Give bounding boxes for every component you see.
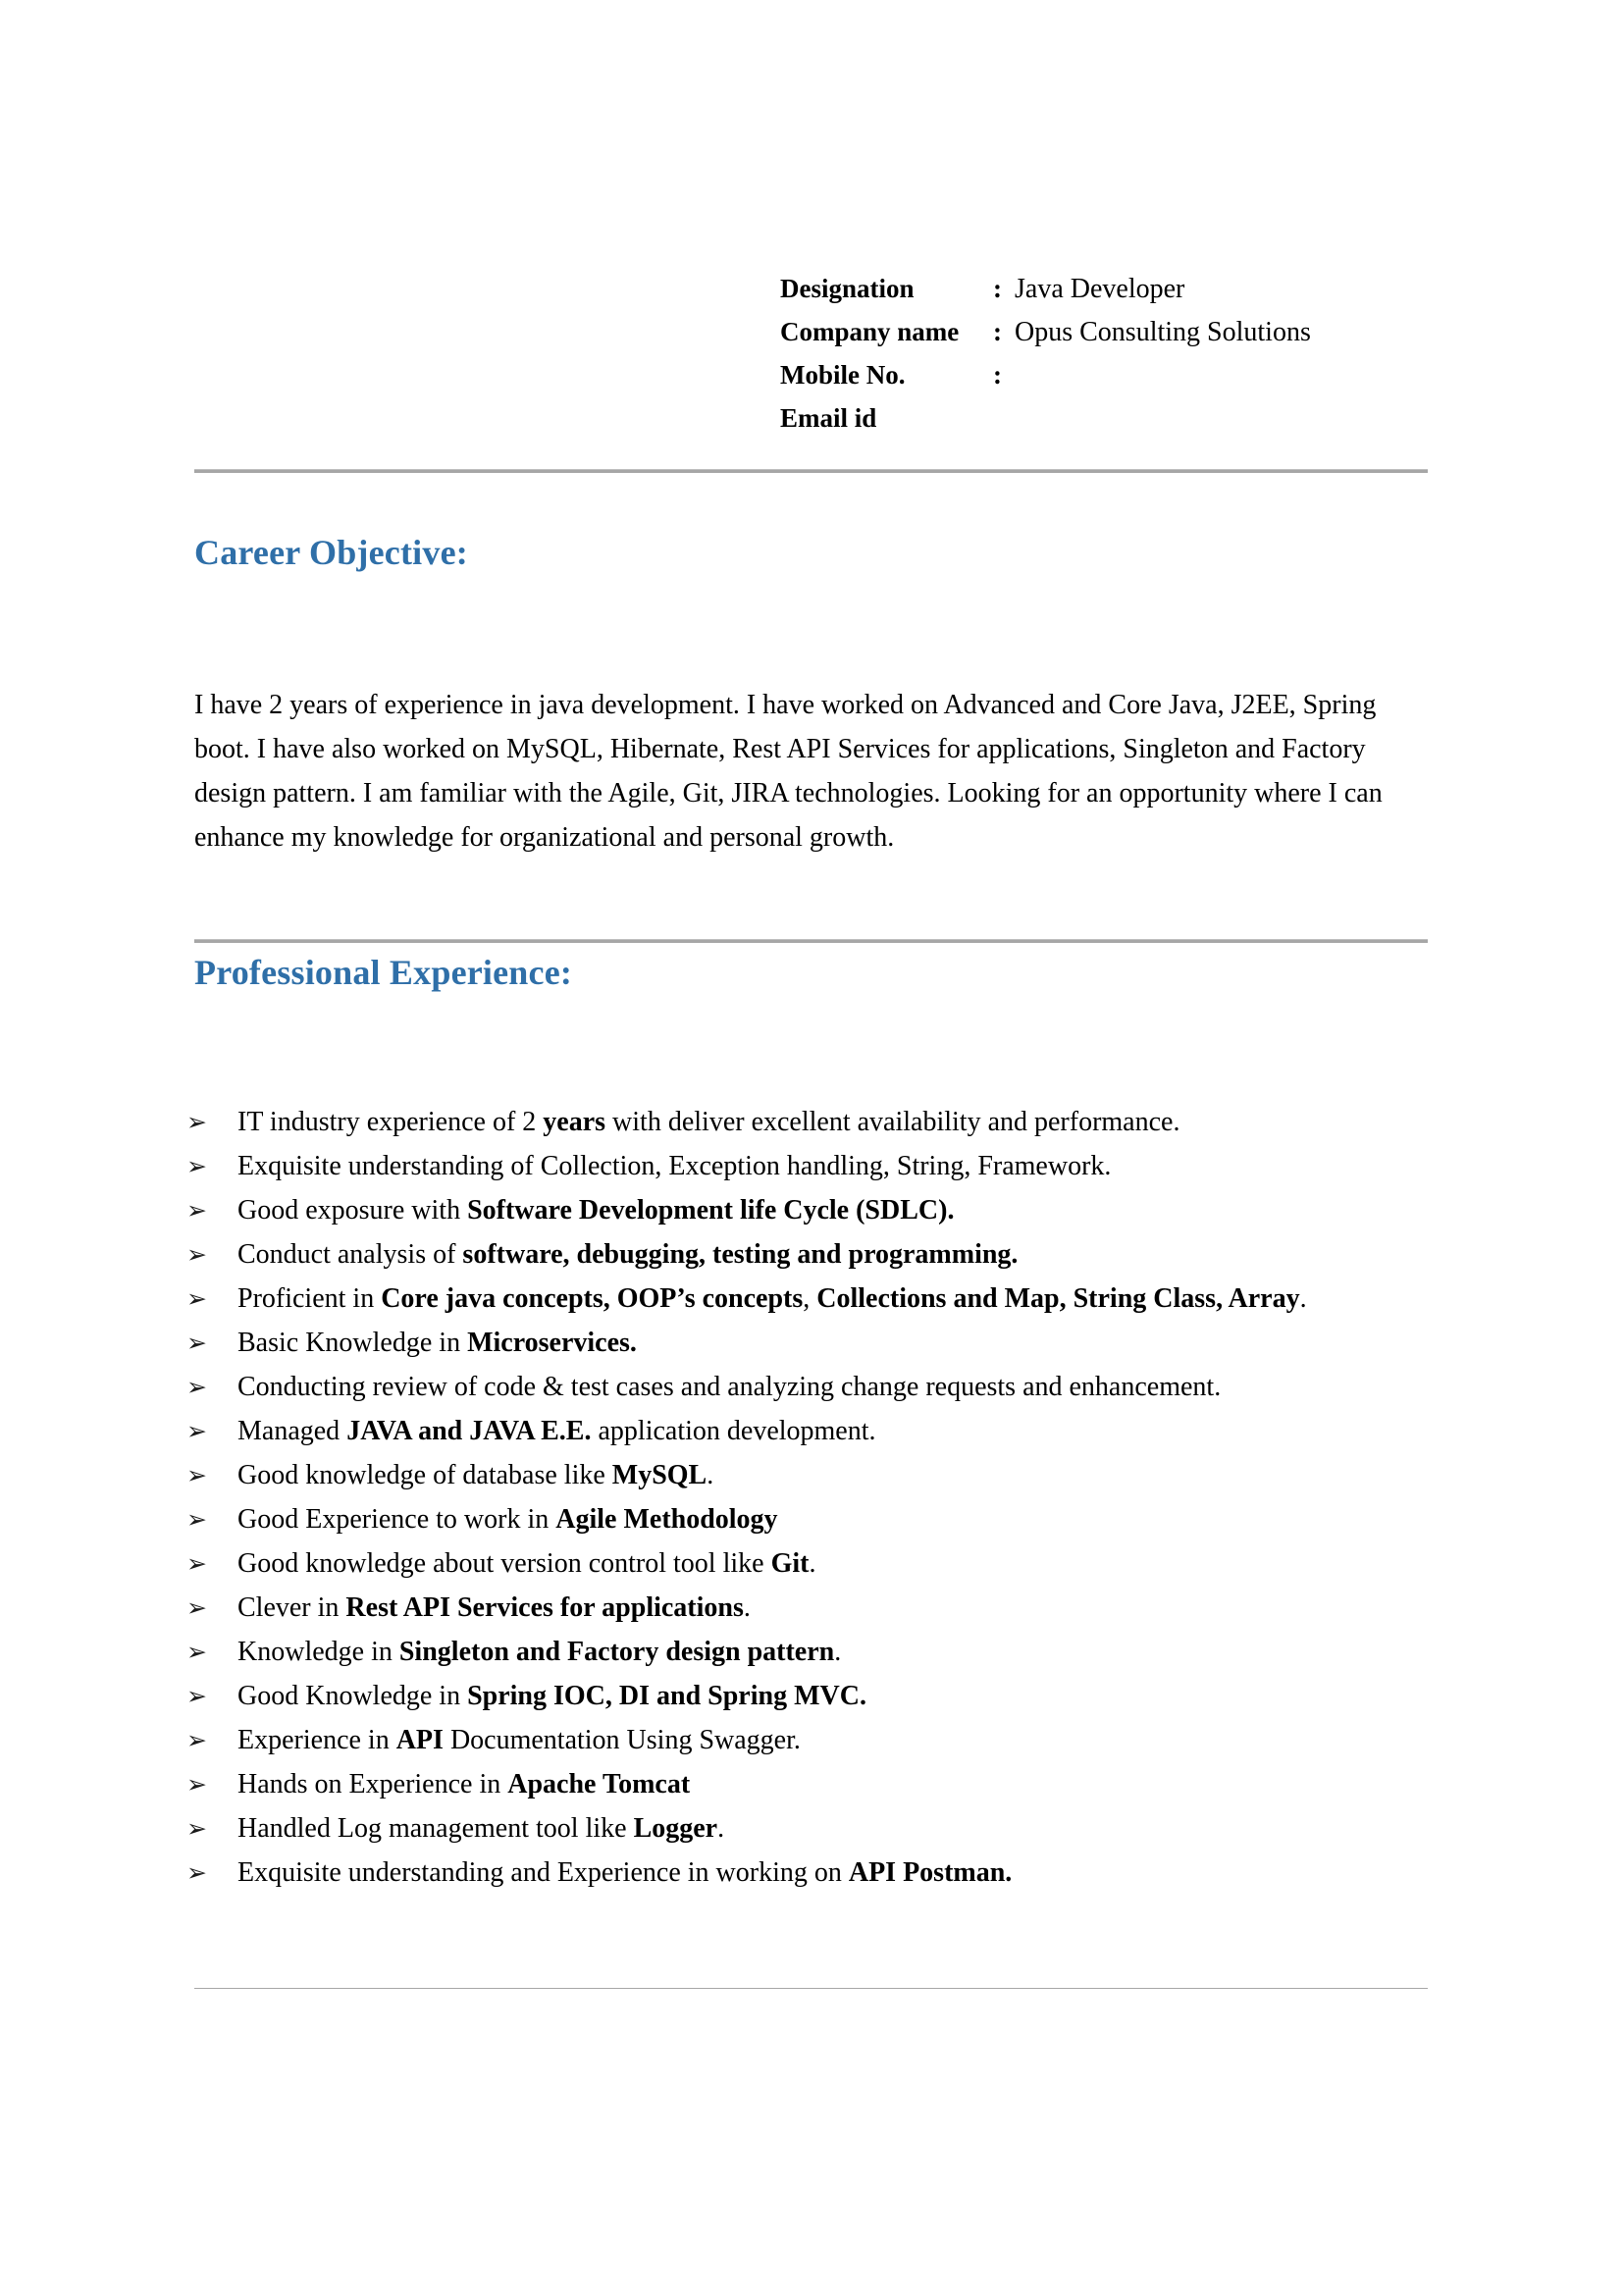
arrow-bullet-icon: ➢	[186, 1417, 207, 1445]
arrow-bullet-icon: ➢	[186, 1726, 207, 1754]
arrow-bullet-icon: ➢	[186, 1461, 207, 1489]
arrow-bullet-icon: ➢	[186, 1373, 207, 1401]
list-item	[186, 1675, 1442, 1717]
arrow-bullet-icon: ➢	[186, 1505, 207, 1534]
list-item-text: Experience in API Documentation Using Swagger.	[237, 1725, 801, 1755]
arrow-bullet-icon: ➢	[186, 1593, 207, 1622]
list-item	[186, 1807, 1442, 1850]
list-item-text: Basic Knowledge in Microservices.	[237, 1328, 637, 1358]
arrow-bullet-icon: ➢	[186, 1329, 207, 1357]
list-item	[186, 1233, 1442, 1276]
contact-label-mobile-no: Mobile No.	[780, 360, 906, 390]
divider-bottom	[194, 1988, 1428, 1989]
list-item-text: Conducting review of code & test cases and analyzing change requests and enhancement.	[237, 1372, 1222, 1402]
list-item	[186, 1322, 1442, 1364]
arrow-bullet-icon: ➢	[186, 1814, 207, 1843]
list-item	[186, 1454, 1442, 1496]
list-item	[186, 1498, 1442, 1540]
contact-row-designation	[780, 267, 1467, 310]
list-item	[186, 1763, 1442, 1805]
list-item-text: IT industry experience of 2 years with deliver excellent availability and performance.	[237, 1107, 1180, 1137]
contact-separator-mobile-no: :	[993, 360, 1002, 390]
section-heading-career-objective: Career Objective:	[194, 533, 468, 572]
list-item-text: Exquisite understanding and Experience in working on API Postman.	[237, 1857, 1013, 1888]
arrow-bullet-icon: ➢	[186, 1152, 207, 1180]
arrow-bullet-icon: ➢	[186, 1284, 207, 1313]
list-item-text: Conduct analysis of software, debugging, testing and programming.	[237, 1239, 1019, 1270]
contact-value-designation: Java Developer	[1015, 274, 1185, 304]
contact-label-company-name: Company name	[780, 317, 960, 346]
list-item	[186, 1278, 1442, 1320]
list-item-text: Good Knowledge in Spring IOC, DI and Spring MVC.	[237, 1681, 866, 1711]
list-item-text: Good exposure with Software Development life Cycle (SDLC).	[237, 1195, 955, 1226]
divider-above-professional-experience	[194, 939, 1428, 943]
contact-label-designation: Designation	[780, 274, 915, 303]
list-item-text: Good Experience to work in Agile Methodology	[237, 1504, 778, 1535]
list-item	[186, 1719, 1442, 1761]
divider-above-career-objective	[194, 469, 1428, 473]
list-item-text: Managed JAVA and JAVA E.E. application development.	[237, 1416, 876, 1446]
list-item	[186, 1587, 1442, 1629]
list-item-text: Clever in Rest API Services for applications.	[237, 1592, 751, 1623]
arrow-bullet-icon: ➢	[186, 1549, 207, 1578]
list-item-text: Knowledge in Singleton and Factory design pattern.	[237, 1637, 842, 1667]
list-item	[186, 1542, 1442, 1585]
arrow-bullet-icon: ➢	[186, 1638, 207, 1666]
contact-separator-company-name: :	[993, 317, 1002, 346]
list-item-text: Exquisite understanding of Collection, Exception handling, String, Framework.	[237, 1151, 1112, 1181]
arrow-bullet-icon: ➢	[186, 1858, 207, 1887]
list-item-text: Hands on Experience in Apache Tomcat	[237, 1769, 691, 1799]
contact-row-company-name	[780, 310, 1467, 353]
list-item	[186, 1631, 1442, 1673]
list-item	[186, 1852, 1442, 1894]
list-item-text: Good knowledge of database like MySQL.	[237, 1460, 714, 1490]
contact-header-block	[780, 267, 1467, 440]
arrow-bullet-icon: ➢	[186, 1682, 207, 1710]
contact-row-email-id	[780, 396, 1467, 440]
section-heading-professional-experience: Professional Experience:	[194, 953, 573, 992]
career-objective-paragraph: I have 2 years of experience in java development. I have worked on Advanced and Core Java, J2EE, Spring boot. I have also worked on MySQL, Hibernate, Rest API Services for applications, Singleton and Factory design pattern. I am familiar with the Agile, Git, JIRA technologies. Looking for an opportunity where I can enhance my knowledge for organizational and personal growth.	[194, 690, 1383, 853]
list-item-text: Handled Log management tool like Logger.	[237, 1813, 725, 1844]
contact-row-mobile-no	[780, 353, 1467, 396]
list-item-text: Proficient in Core java concepts, OOP’s concepts, Collections and Map, String Class, Array.	[237, 1283, 1307, 1314]
list-item	[186, 1101, 1442, 1143]
list-item	[186, 1189, 1442, 1231]
arrow-bullet-icon: ➢	[186, 1770, 207, 1799]
professional-experience-bullet-list	[186, 1101, 1442, 1896]
contact-label-email-id: Email id	[780, 403, 877, 433]
arrow-bullet-icon: ➢	[186, 1240, 207, 1269]
arrow-bullet-icon: ➢	[186, 1196, 207, 1225]
list-item	[186, 1366, 1442, 1408]
contact-value-company-name: Opus Consulting Solutions	[1015, 317, 1311, 347]
contact-separator-designation: :	[993, 274, 1002, 303]
list-item-text: Good knowledge about version control tool like Git.	[237, 1548, 816, 1579]
list-item	[186, 1145, 1442, 1187]
arrow-bullet-icon: ➢	[186, 1108, 207, 1136]
list-item	[186, 1410, 1442, 1452]
